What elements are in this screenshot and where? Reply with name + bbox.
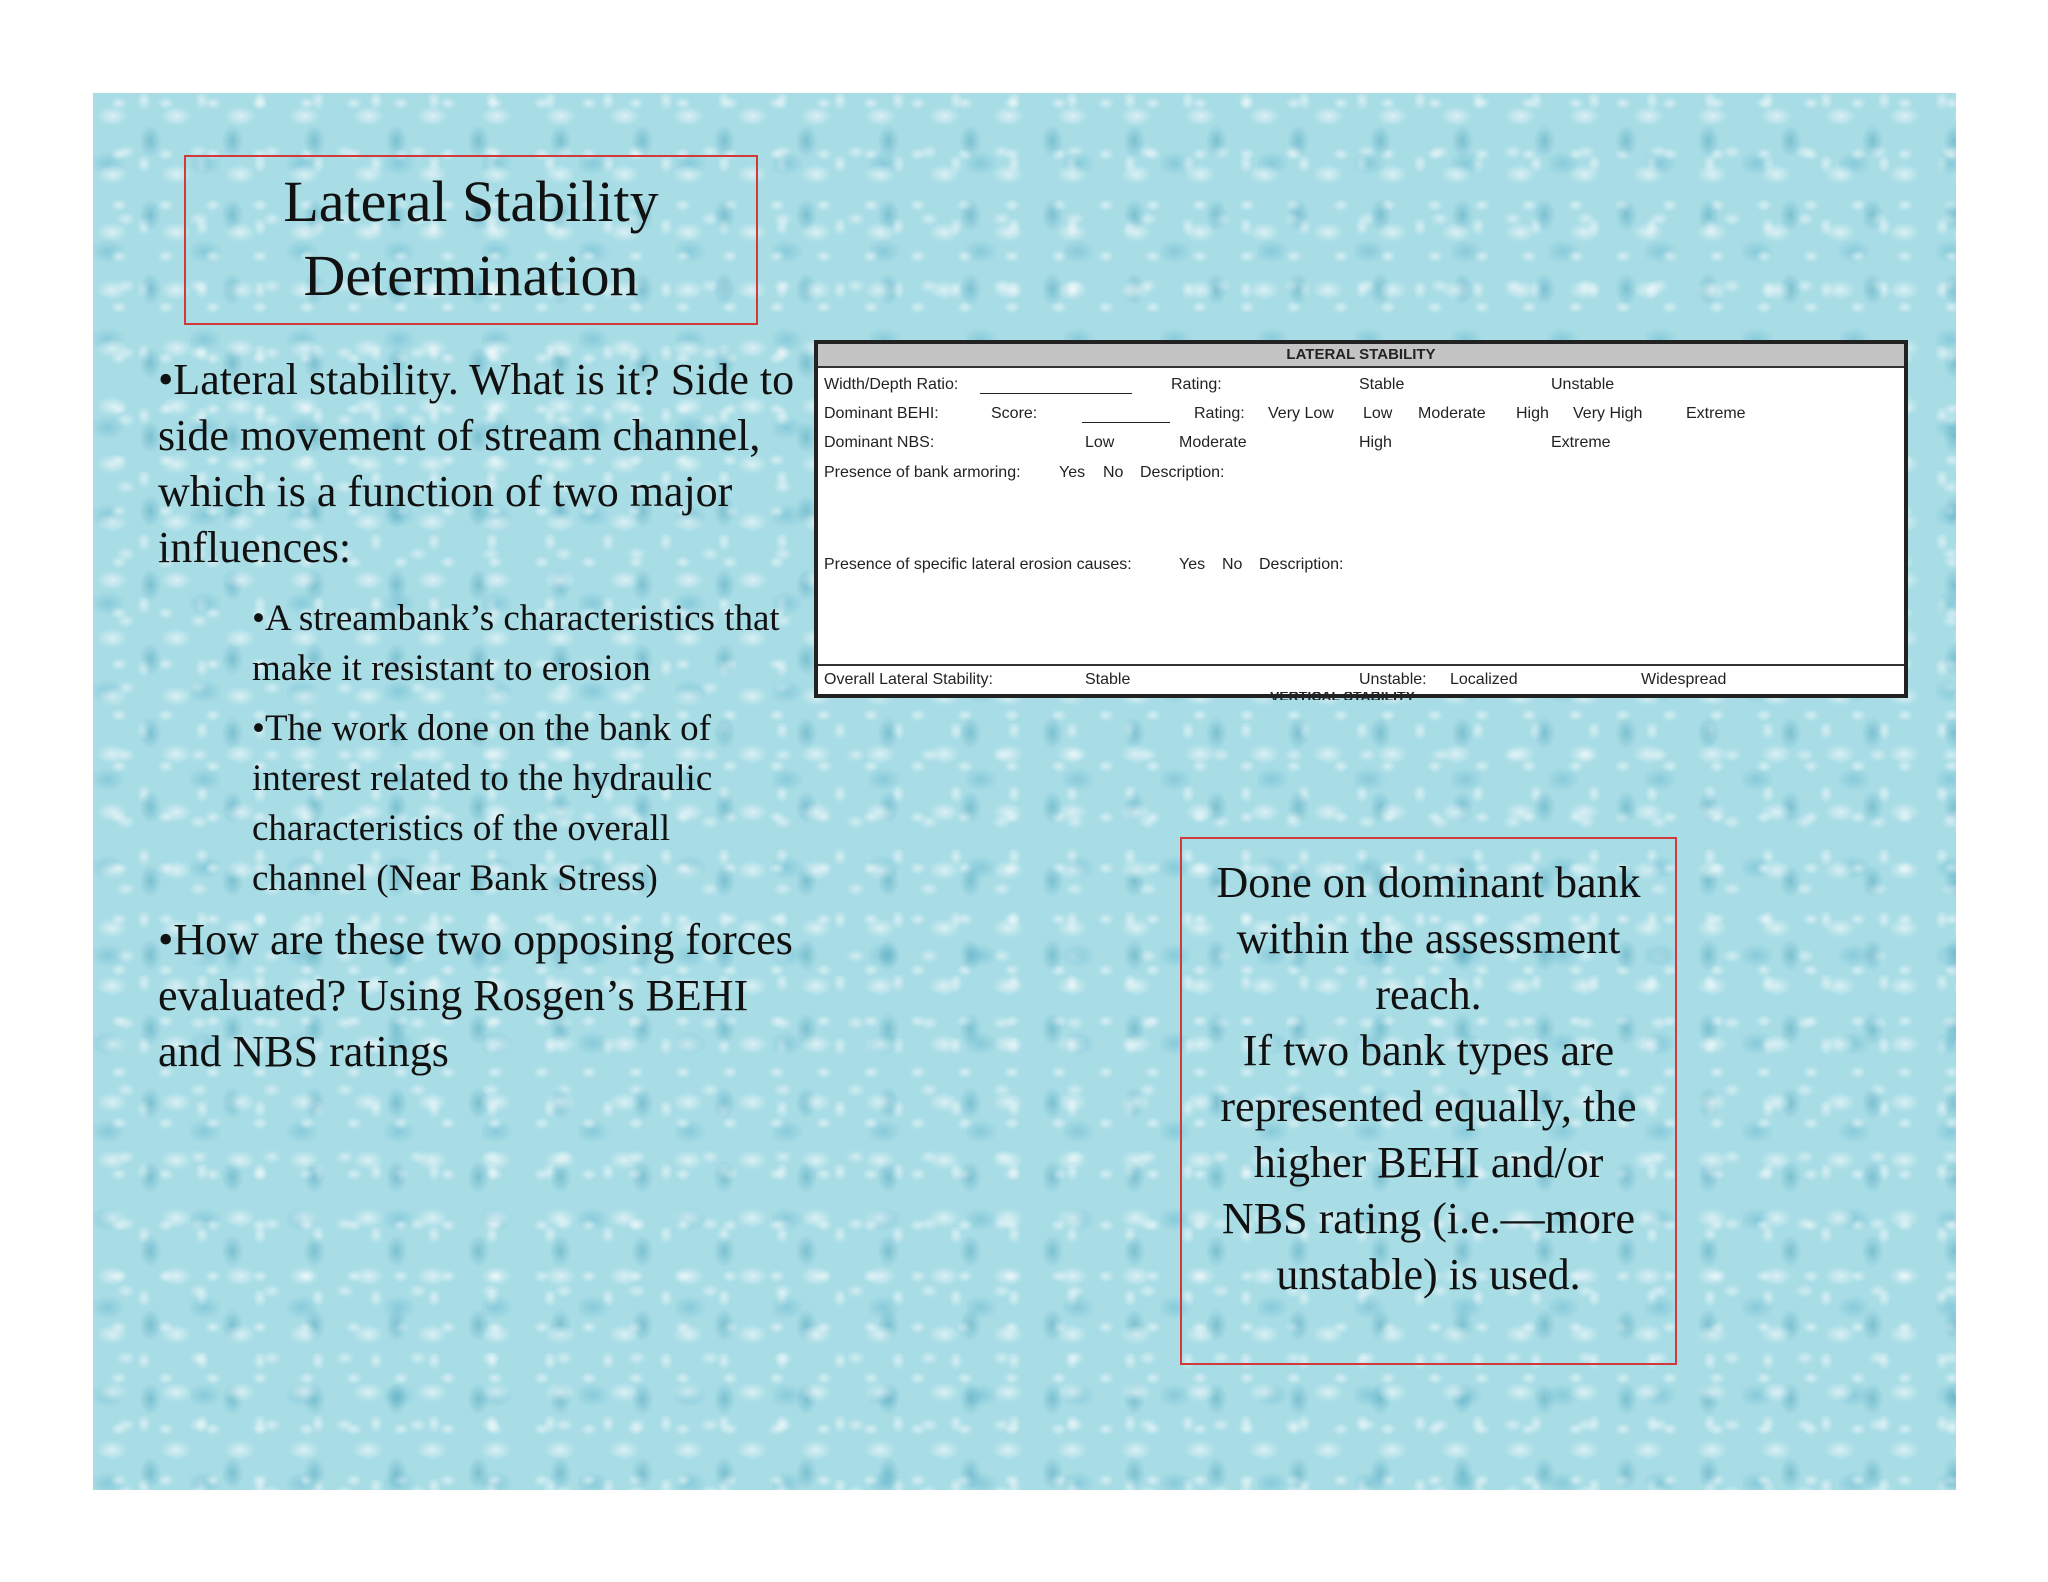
nbs-high: High bbox=[1359, 434, 1392, 451]
bullet-evaluation: •How are these two opposing forces evaluated? Using Rosgen’s BEHI and NBS ratings bbox=[158, 915, 793, 1076]
behi-score-label: Score: bbox=[991, 405, 1038, 422]
sub-bullet-work-done: •The work done on the bank of interest related to the hydraulic characteristics of the overall channel (Near Bank Stress) bbox=[252, 708, 713, 899]
note-line-5: represented equally, the bbox=[1220, 1082, 1637, 1131]
nbs-low: Low bbox=[1085, 434, 1115, 451]
overall-stable: Stable bbox=[1085, 671, 1131, 688]
note-line-2: within the assessment bbox=[1236, 914, 1621, 963]
nbs-label: Dominant NBS: bbox=[824, 434, 935, 451]
body-text bbox=[158, 352, 798, 1080]
behi-rating-label: Rating: bbox=[1194, 405, 1245, 422]
erosion-causes-label: Presence of specific lateral erosion causes: bbox=[824, 556, 1132, 573]
behi-low: Low bbox=[1363, 405, 1393, 422]
note-line-4: If two bank types are bbox=[1242, 1026, 1615, 1075]
width-depth-label: Width/Depth Ratio: bbox=[824, 376, 959, 393]
width-depth-blank bbox=[980, 392, 1132, 394]
behi-high: High bbox=[1516, 405, 1549, 422]
width-depth-stable: Stable bbox=[1359, 376, 1405, 393]
behi-very-low: Very Low bbox=[1268, 405, 1334, 422]
overall-unstable: Unstable: bbox=[1359, 671, 1427, 688]
title-line-1: Lateral Stability bbox=[283, 169, 659, 234]
note-line-1: Done on dominant bank bbox=[1216, 858, 1641, 907]
armoring-no: No bbox=[1103, 464, 1124, 481]
note-line-8: unstable) is used. bbox=[1276, 1250, 1581, 1299]
erosion-causes-yes: Yes bbox=[1179, 556, 1206, 573]
note-line-7: NBS rating (i.e.—more bbox=[1221, 1194, 1636, 1243]
width-depth-rating-label: Rating: bbox=[1171, 376, 1222, 393]
behi-extreme: Extreme bbox=[1686, 405, 1746, 422]
bullet-lateral-stability: •Lateral stability. What is it? Side to side movement of stream channel, which is a function of two major influences: bbox=[158, 355, 795, 572]
form-header: LATERAL STABILITY bbox=[818, 344, 1904, 368]
title-box bbox=[184, 155, 758, 325]
behi-label: Dominant BEHI: bbox=[824, 405, 939, 422]
sub-bullet-streambank: •A streambank’s characteristics that make it resistant to erosion bbox=[252, 598, 780, 689]
note-line-3: reach. bbox=[1375, 970, 1482, 1019]
width-depth-unstable: Unstable bbox=[1551, 376, 1615, 393]
behi-very-high: Very High bbox=[1573, 405, 1643, 422]
erosion-causes-description: Description: bbox=[1259, 556, 1344, 573]
armoring-label: Presence of bank armoring: bbox=[824, 464, 1021, 481]
nbs-moderate: Moderate bbox=[1179, 434, 1247, 451]
title-line-2: Determination bbox=[303, 243, 639, 308]
erosion-causes-no: No bbox=[1222, 556, 1243, 573]
lateral-stability-form bbox=[814, 340, 1908, 698]
form-divider bbox=[818, 664, 1904, 666]
note-box bbox=[1180, 837, 1677, 1365]
nbs-extreme: Extreme bbox=[1551, 434, 1611, 451]
note-line-6: higher BEHI and/or bbox=[1253, 1138, 1604, 1187]
behi-score-blank bbox=[1082, 421, 1170, 423]
overall-widespread: Widespread bbox=[1641, 671, 1727, 688]
overall-localized: Localized bbox=[1450, 671, 1518, 688]
armoring-description: Description: bbox=[1140, 464, 1225, 481]
armoring-yes: Yes bbox=[1059, 464, 1086, 481]
overall-stability-label: Overall Lateral Stability: bbox=[824, 671, 993, 688]
cut-off-heading: VERTICAL STABILITY bbox=[1270, 692, 1415, 700]
behi-moderate: Moderate bbox=[1418, 405, 1486, 422]
